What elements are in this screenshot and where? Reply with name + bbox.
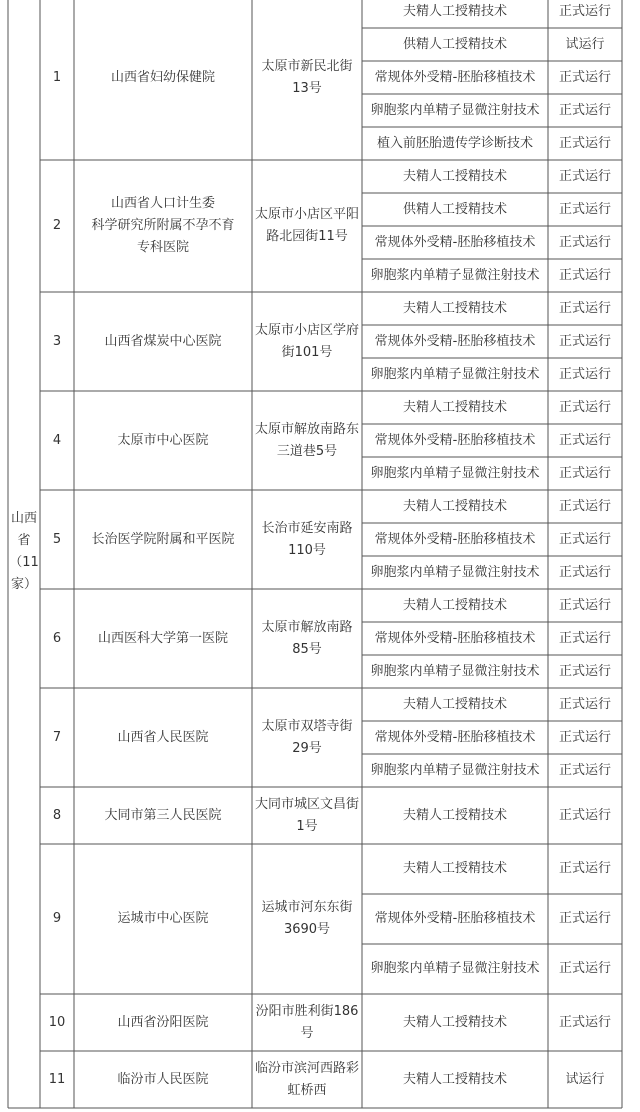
service-status: 正式运行 (558, 762, 611, 778)
hospital-name: 临汾市人民医院 (117, 1071, 209, 1087)
service-technology: 夫精人工授精技术 (402, 168, 507, 184)
hospital-address: 太原市小店区学府 街101号 (254, 322, 359, 360)
service-status: 正式运行 (558, 4, 611, 19)
service-technology: 常规体外受精-胚胎移植技术 (374, 630, 536, 646)
service-status: 正式运行 (558, 961, 611, 976)
hospital-number: 7 (52, 729, 62, 745)
hospital-name: 运城市中心医院 (117, 911, 209, 926)
service-status: 正式运行 (558, 807, 611, 823)
hospital-name: 山西省汾阳医院 (117, 1014, 209, 1030)
service-status: 试运行 (565, 1071, 605, 1087)
service-status: 正式运行 (558, 300, 611, 316)
service-technology: 常规体外受精-胚胎移植技术 (374, 729, 536, 745)
service-technology: 夫精人工授精技术 (402, 1071, 507, 1087)
service-status: 正式运行 (558, 333, 611, 349)
service-status: 正式运行 (558, 69, 611, 85)
service-technology: 供精人工授精技术 (402, 201, 507, 217)
service-technology: 常规体外受精-胚胎移植技术 (374, 432, 536, 448)
service-technology: 夫精人工授精技术 (402, 807, 507, 823)
service-status: 正式运行 (558, 861, 611, 876)
hospital-address: 太原市解放南路 85号 (261, 619, 353, 657)
hospital-name: 山西省妇幼保健院 (110, 70, 215, 85)
service-status: 正式运行 (558, 201, 611, 217)
hospital-address: 运城市河东东街 3690号 (261, 900, 353, 937)
hospital-name: 山西省煤炭中心医院 (104, 333, 222, 349)
service-technology: 夫精人工授精技术 (402, 696, 507, 712)
service-status: 正式运行 (558, 1014, 611, 1030)
service-technology: 夫精人工授精技术 (402, 597, 507, 613)
hospital-number: 9 (52, 911, 62, 926)
service-technology: 卵胞浆内单精子显微注射技术 (370, 465, 540, 481)
hospital-name: 山西省人民医院 (117, 729, 209, 745)
hospital-address: 太原市解放南路东 三道巷5号 (254, 421, 359, 459)
hospital-number: 6 (52, 630, 62, 646)
hospital-number: 11 (48, 1071, 66, 1087)
service-status: 正式运行 (558, 465, 611, 481)
service-status: 正式运行 (558, 597, 611, 613)
hospital-address: 临汾市滨河西路彩 虹桥西 (254, 1060, 359, 1098)
service-status: 正式运行 (558, 630, 611, 646)
service-status: 正式运行 (558, 729, 611, 745)
service-status: 正式运行 (558, 366, 611, 382)
hospital-number: 5 (52, 531, 62, 547)
hospital-address: 大同市城区文昌街 1号 (254, 796, 359, 834)
hospital-address: 长治市延安南路 110号 (261, 520, 353, 558)
service-technology: 常规体外受精-胚胎移植技术 (374, 333, 536, 349)
service-technology: 夫精人工授精技术 (402, 861, 507, 876)
service-technology: 夫精人工授精技术 (402, 4, 507, 19)
hospital-address: 汾阳市胜利街186 号 (255, 1003, 359, 1041)
service-technology: 卵胞浆内单精子显微注射技术 (370, 663, 540, 679)
service-status: 正式运行 (558, 911, 611, 926)
hospital-number: 3 (52, 333, 62, 349)
service-technology: 卵胞浆内单精子显微注射技术 (370, 961, 540, 976)
service-status: 试运行 (565, 36, 605, 52)
service-technology: 植入前胚胎遗传学诊断技术 (376, 135, 533, 151)
service-status: 正式运行 (558, 234, 611, 250)
service-technology: 夫精人工授精技术 (402, 300, 507, 316)
hospital-number: 10 (48, 1014, 66, 1030)
hospital-name: 大同市第三人民医院 (104, 807, 222, 823)
service-status: 正式运行 (558, 102, 611, 118)
hospital-address: 太原市新民北街 13号 (261, 59, 353, 96)
hospital-name: 太原市中心医院 (117, 432, 209, 448)
service-status: 正式运行 (558, 696, 611, 712)
hospital-name: 长治医学院附属和平医院 (91, 531, 235, 547)
service-status: 正式运行 (558, 432, 611, 448)
service-technology: 常规体外受精-胚胎移植技术 (374, 234, 536, 250)
service-status: 正式运行 (558, 267, 611, 283)
service-technology: 卵胞浆内单精子显微注射技术 (370, 267, 540, 283)
service-status: 正式运行 (558, 498, 611, 514)
service-technology: 卵胞浆内单精子显微注射技术 (370, 102, 540, 118)
service-status: 正式运行 (558, 399, 611, 415)
hospital-address: 太原市小店区平阳 路北园街11号 (254, 207, 359, 244)
service-status: 正式运行 (558, 168, 611, 184)
service-technology: 夫精人工授精技术 (402, 1014, 507, 1030)
hospital-name: 山西省人口计生委 科学研究所附属不孕不育 专科医院 (91, 196, 235, 255)
service-technology: 常规体外受精-胚胎移植技术 (374, 911, 536, 926)
service-technology: 卵胞浆内单精子显微注射技术 (370, 762, 540, 778)
hospital-address: 太原市双塔寺街 29号 (261, 718, 353, 756)
service-technology: 卵胞浆内单精子显微注射技术 (370, 564, 540, 580)
service-technology: 供精人工授精技术 (402, 36, 507, 52)
hospital-number: 8 (52, 807, 62, 823)
service-technology: 夫精人工授精技术 (402, 498, 507, 514)
service-technology: 常规体外受精-胚胎移植技术 (374, 531, 536, 547)
hospital-number: 4 (52, 432, 62, 448)
province-cell: 山西 省 （11 家） (9, 511, 39, 592)
service-technology: 夫精人工授精技术 (402, 399, 507, 415)
service-technology: 卵胞浆内单精子显微注射技术 (370, 366, 540, 382)
hospital-number: 1 (52, 70, 62, 85)
service-status: 正式运行 (558, 663, 611, 679)
hospital-number: 2 (52, 218, 62, 233)
service-status: 正式运行 (558, 531, 611, 547)
service-technology: 常规体外受精-胚胎移植技术 (374, 69, 536, 85)
service-status: 正式运行 (558, 135, 611, 151)
service-status: 正式运行 (558, 564, 611, 580)
hospital-name: 山西医科大学第一医院 (97, 630, 228, 646)
